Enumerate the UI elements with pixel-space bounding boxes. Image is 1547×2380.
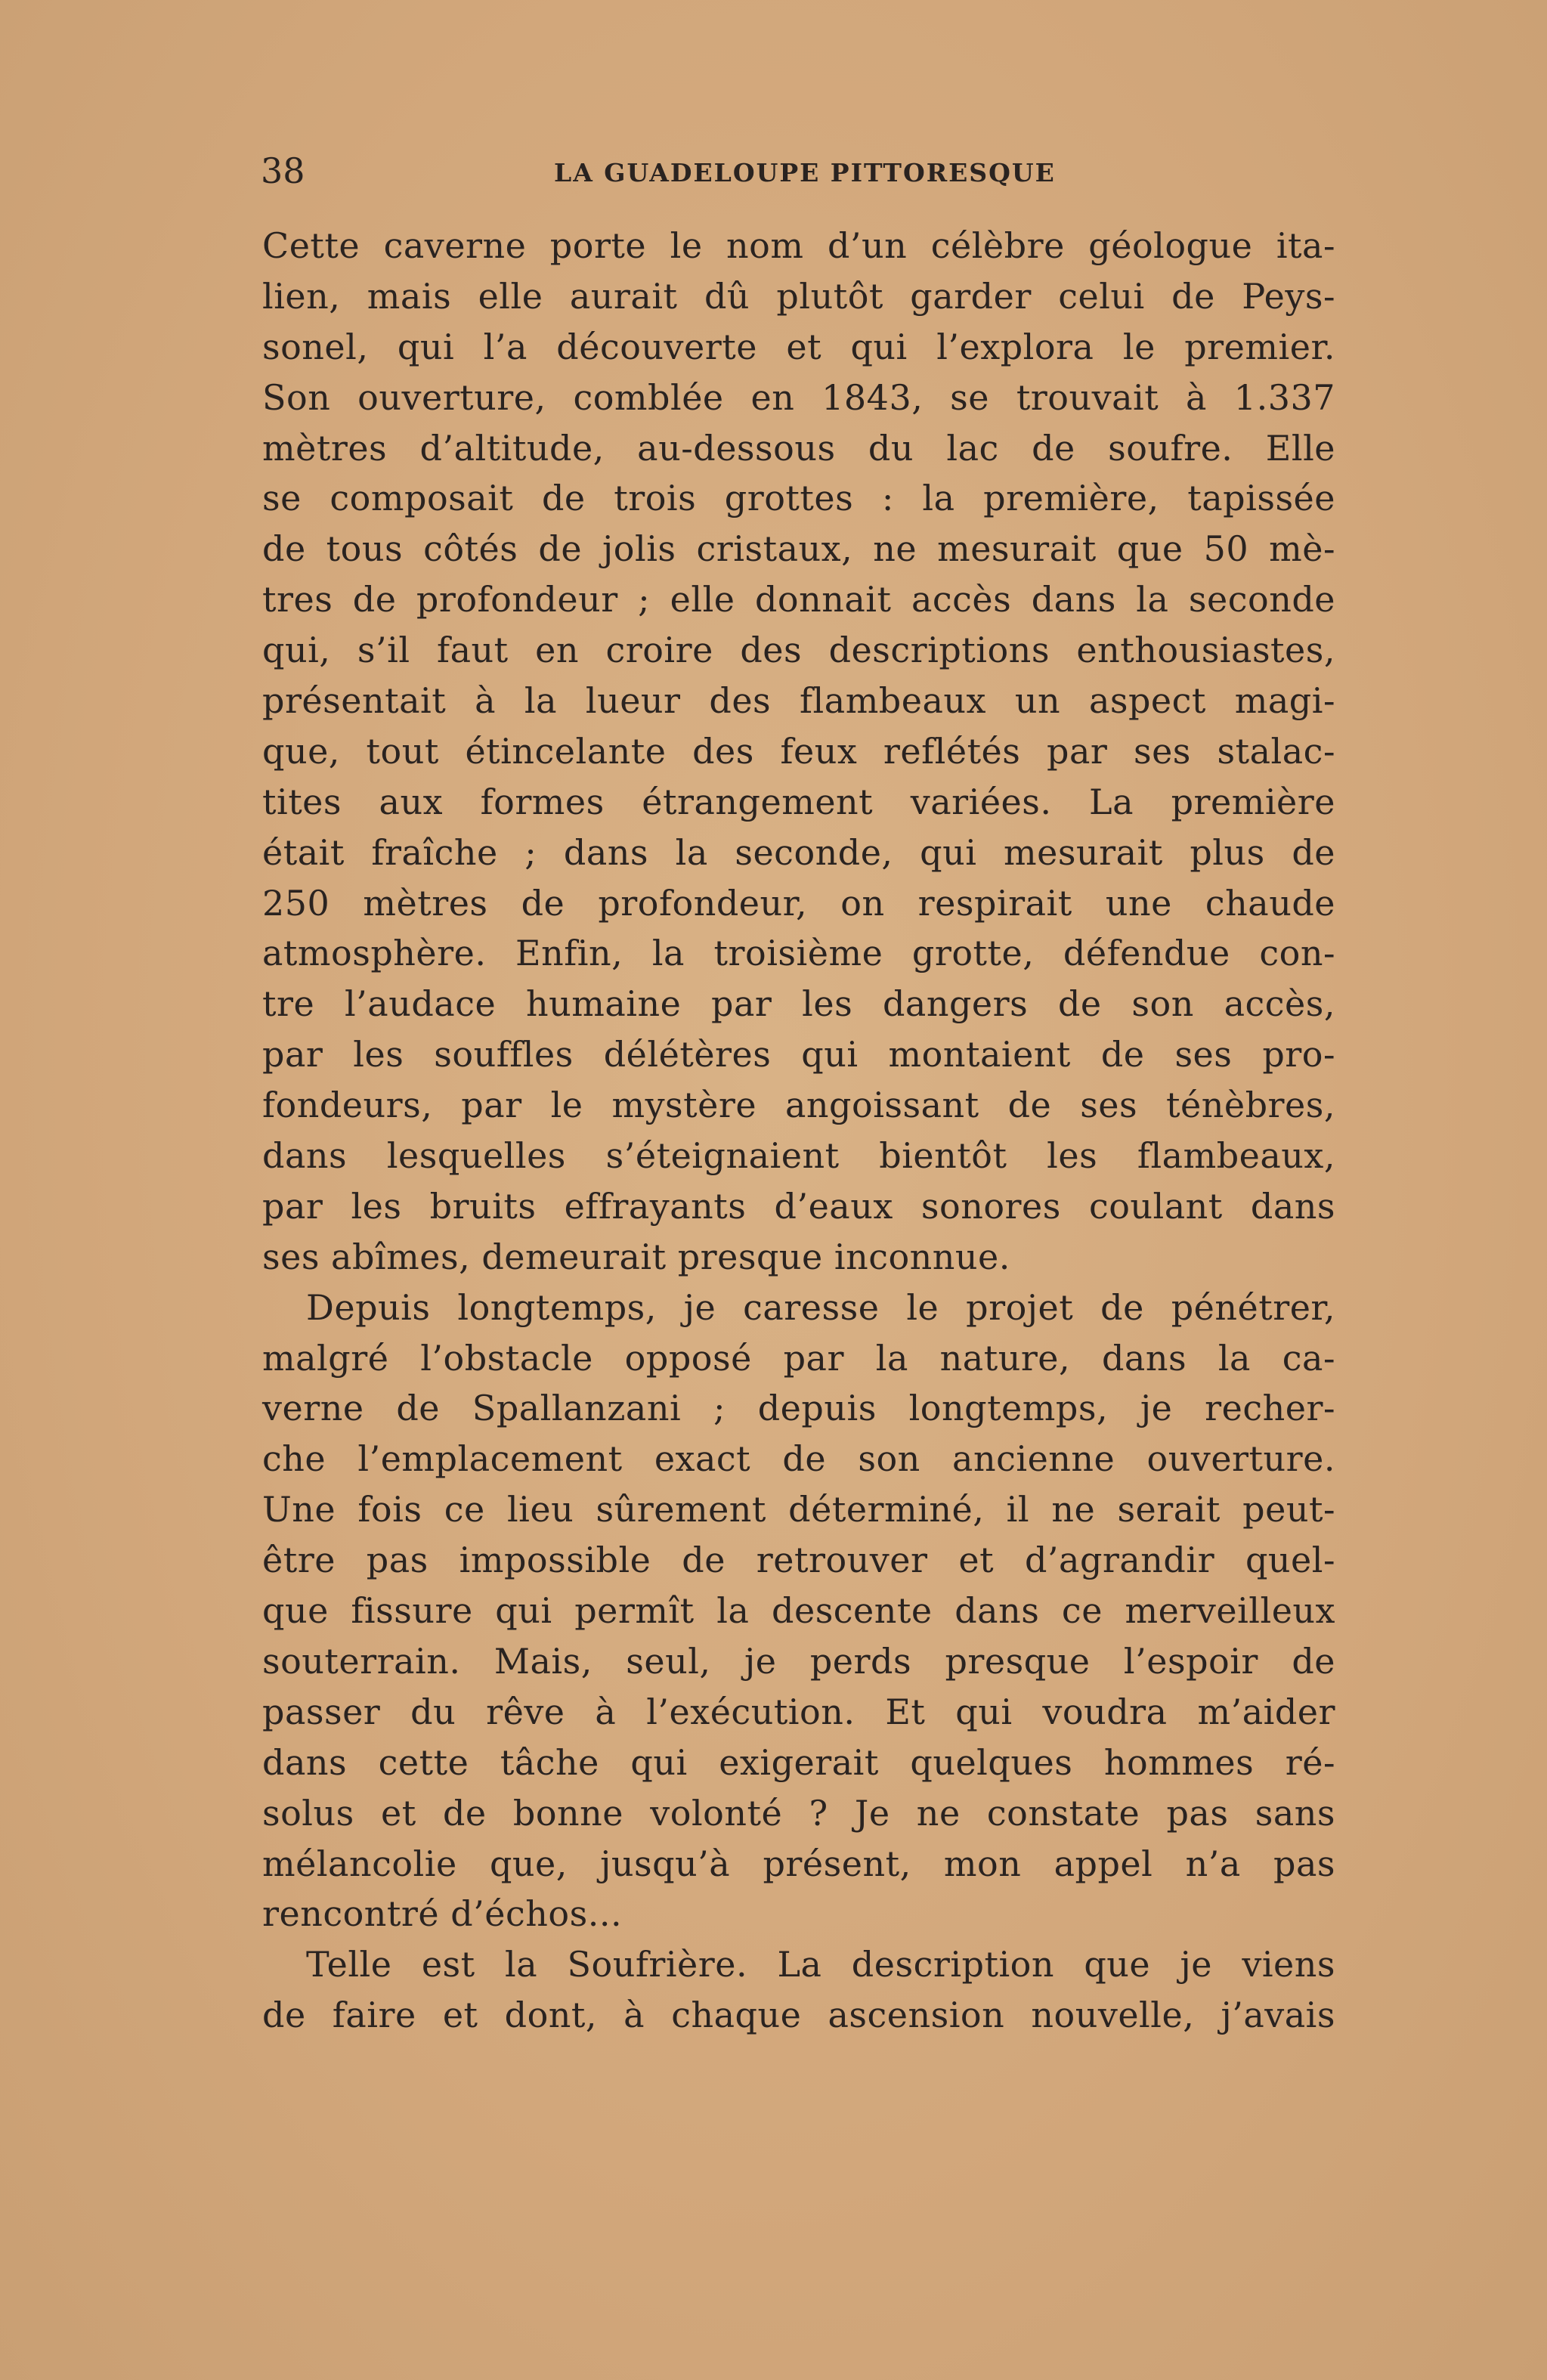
text-line: 250 mètres de profondeur, on respirait une chaude	[262, 882, 1335, 924]
text-line: de faire et dont, à chaque ascension nouvelle, j’avais	[262, 1995, 1335, 2036]
text-line: Son ouverture, comblée en 1843, se trouvait à 1.337	[262, 376, 1335, 418]
text-line: que, tout étincelante des feux reflétés par ses stalac-	[262, 730, 1335, 772]
text-line: fondeurs, par le mystère angoissant de ses ténèbres,	[262, 1085, 1335, 1126]
paragraph-end-line: ses abîmes, demeurait presque inconnue.	[262, 1236, 1010, 1277]
text-line: verne de Spallanzani ; depuis longtemps, je recher-	[262, 1388, 1335, 1429]
text-line: mètres d’altitude, au-dessous du lac de soufre. Elle	[262, 427, 1335, 469]
text-line: tre l’audace humaine par les dangers de son accès,	[262, 983, 1335, 1025]
paragraph-start-line: Telle est la Soufrière. La description que je viens	[306, 1944, 1335, 1985]
text-line: malgré l’obstacle opposé par la nature, dans la ca-	[262, 1337, 1335, 1379]
text-line: passer du rêve à l’exécution. Et qui voudra m’aider	[262, 1691, 1335, 1732]
body-text	[262, 221, 1335, 2041]
text-line: être pas impossible de retrouver et d’agrandir quel-	[262, 1540, 1335, 1581]
text-line: souterrain. Mais, seul, je perds presque l’espoir de	[262, 1640, 1335, 1682]
text-line: solus et de bonne volonté ? Je ne constate pas sans	[262, 1792, 1335, 1834]
text-line: tites aux formes étrangement variées. La première	[262, 781, 1335, 822]
text-line: que fissure qui permît la descente dans ce merveilleux	[262, 1590, 1335, 1632]
text-line: dans lesquelles s’éteignaient bientôt les flambeaux,	[262, 1135, 1335, 1177]
text-line: par les bruits effrayants d’eaux sonores coulant dans	[262, 1185, 1335, 1227]
text-line: de tous côtés de jolis cristaux, ne mesurait que 50 mè-	[262, 528, 1335, 570]
paragraph-start-line: Depuis longtemps, je caresse le projet de pénétrer,	[306, 1286, 1335, 1328]
text-line: atmosphère. Enfin, la troisième grotte, défendue con-	[262, 933, 1335, 974]
text-line: par les souffles délétères qui montaient de ses pro-	[262, 1034, 1335, 1075]
running-title: LA GUADELOUPE PITTORESQUE	[554, 158, 1056, 187]
text-line: se composait de trois grottes : la première, tapissée	[262, 478, 1335, 519]
text-line: présentait à la lueur des flambeaux un aspect magi-	[262, 680, 1335, 722]
text-line: che l’emplacement exact de son ancienne ouverture.	[262, 1438, 1335, 1480]
text-line: dans cette tâche qui exigerait quelques hommes ré-	[262, 1741, 1335, 1783]
running-head	[261, 148, 1334, 193]
text-line: sonel, qui l’a découverte et qui l’explora le premier.	[262, 326, 1335, 367]
paragraph-end-line: rencontré d’échos...	[262, 1893, 623, 1935]
text-line: lien, mais elle aurait dû plutôt garder celui de Peys-	[262, 275, 1335, 317]
text-line: tres de profondeur ; elle donnait accès dans la seconde	[262, 579, 1335, 621]
text-line: Une fois ce lieu sûrement déterminé, il ne serait peut-	[262, 1489, 1335, 1530]
page-number: 38	[261, 150, 305, 191]
text-line: était fraîche ; dans la seconde, qui mesurait plus de	[262, 831, 1335, 873]
text-line: qui, s’il faut en croire des descriptions enthousiastes,	[262, 630, 1335, 671]
text-line: mélancolie que, jusqu’à présent, mon appel n’a pas	[262, 1843, 1335, 1884]
text-line: Cette caverne porte le nom d’un célèbre géologue ita-	[262, 225, 1335, 266]
